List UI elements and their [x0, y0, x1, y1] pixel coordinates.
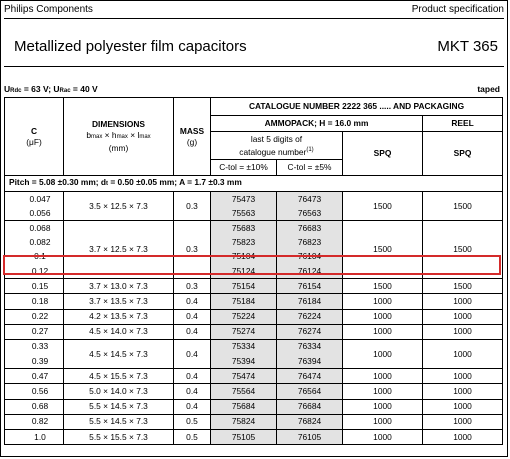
dimensions-cell: 3.7 × 12.5 × 7.3 [64, 221, 174, 279]
catalogue-5pct-cell: 76473 [277, 192, 343, 207]
table-row [5, 294, 503, 309]
dimensions-cell: 3.7 × 13.0 × 7.3 [64, 279, 174, 294]
catalogue-5pct-cell: 76823 [277, 236, 343, 250]
capacitance-cell: 0.33 [5, 339, 64, 354]
reel-spq-header: SPQ [423, 132, 503, 176]
catalogue-10pct-cell: 75104 [211, 250, 277, 264]
dimensions-cell: 5.0 × 14.0 × 7.3 [64, 384, 174, 399]
table-row [5, 279, 503, 294]
catalogue-10pct-cell: 75184 [211, 294, 277, 309]
reel-spq-cell: 1000 [423, 324, 503, 339]
catalogue-5pct-cell: 76224 [277, 309, 343, 324]
capacitance-cell: 1.0 [5, 430, 64, 445]
catalogue-10pct-cell: 75563 [211, 206, 277, 221]
spq-cell: 1000 [343, 369, 423, 384]
mass-cell: 0.4 [174, 309, 211, 324]
spq-header: SPQ [343, 132, 423, 176]
catalogue-10pct-cell: 75473 [211, 192, 277, 207]
catalogue-5pct-cell: 76104 [277, 250, 343, 264]
mass-cell: 0.4 [174, 369, 211, 384]
catalogue-10pct-cell: 75274 [211, 324, 277, 339]
dimensions-cell: 4.5 × 14.0 × 7.3 [64, 324, 174, 339]
capacitance-cell: 0.056 [5, 206, 64, 221]
catalogue-10pct-cell: 75823 [211, 236, 277, 250]
catalogue-5pct-cell: 76334 [277, 339, 343, 354]
catalogue-5pct-cell: 76684 [277, 399, 343, 414]
title-divider [4, 66, 504, 67]
reel-spq-cell: 1500 [423, 192, 503, 221]
catalogue-10pct-cell: 75154 [211, 279, 277, 294]
catalogue-5pct-cell: 76564 [277, 384, 343, 399]
table-row [5, 192, 503, 207]
capacitance-cell: 0.56 [5, 384, 64, 399]
catalogue-5pct-cell: 76474 [277, 369, 343, 384]
catalogue-5pct-cell: 76394 [277, 354, 343, 369]
dimensions-cell: 5.5 × 14.5 × 7.3 [64, 399, 174, 414]
spq-cell: 1000 [343, 430, 423, 445]
table-row [5, 399, 503, 414]
document-title: Metallized polyester film capacitors [14, 38, 247, 55]
spq-cell: 1000 [343, 339, 423, 368]
capacitance-cell: 0.22 [5, 309, 64, 324]
ctol5-header: C-tol = ±5% [277, 160, 343, 176]
table-row [5, 309, 503, 324]
catalogue-10pct-cell: 75124 [211, 264, 277, 279]
table-body [5, 176, 503, 445]
ammopack-header: AMMOPACK; H = 16.0 mm [211, 116, 423, 132]
mass-cell: 0.3 [174, 221, 211, 279]
header-divider [4, 18, 504, 19]
reel-spq-cell: 1000 [423, 399, 503, 414]
table-row [5, 324, 503, 339]
spq-cell: 1000 [343, 414, 423, 429]
spq-cell: 1000 [343, 324, 423, 339]
spq-cell: 1500 [343, 192, 423, 221]
capacitance-cell: 0.047 [5, 192, 64, 207]
spq-cell: 1000 [343, 399, 423, 414]
table-row [5, 384, 503, 399]
catalogue-10pct-cell: 75684 [211, 399, 277, 414]
catalogue-10pct-cell: 75683 [211, 221, 277, 236]
spq-cell: 1000 [343, 309, 423, 324]
reel-spq-cell: 1000 [423, 369, 503, 384]
catalogue-5pct-cell: 76824 [277, 414, 343, 429]
dimensions-cell: 4.2 × 13.5 × 7.3 [64, 309, 174, 324]
dimensions-cell: 5.5 × 15.5 × 7.3 [64, 430, 174, 445]
table-row [5, 221, 503, 236]
catalogue-header: CATALOGUE NUMBER 2222 365 ..... AND PACKAGING [211, 98, 503, 116]
spq-cell: 1500 [343, 279, 423, 294]
spq-cell: 1000 [343, 384, 423, 399]
reel-header: REEL [423, 116, 503, 132]
pitch-info: Pitch = 5.08 ±0.30 mm; dt = 0.50 ±0.05 mm; A = 1.7 ±0.3 mm [5, 176, 503, 192]
page-header [4, 4, 504, 18]
catalogue-5pct-cell: 76154 [277, 279, 343, 294]
col-capacitance: C (μF) [5, 98, 64, 176]
mass-cell: 0.5 [174, 414, 211, 429]
col-dimensions: DIMENSIONS bmax × hmax × lmax (mm) [64, 98, 174, 176]
reel-spq-cell: 1000 [423, 384, 503, 399]
catalogue-5pct-cell: 76274 [277, 324, 343, 339]
capacitance-cell: 0.18 [5, 294, 64, 309]
capacitance-cell: 0.082 [5, 236, 64, 250]
voltage-rating: URdc = 63 V; URac = 40 V [4, 84, 98, 94]
capacitance-cell: 0.82 [5, 414, 64, 429]
dimensions-cell: 3.5 × 12.5 × 7.3 [64, 192, 174, 221]
catalogue-5pct-cell: 76563 [277, 206, 343, 221]
dimensions-cell: 4.5 × 15.5 × 7.3 [64, 369, 174, 384]
model-number: MKT 365 [437, 38, 498, 55]
capacitance-cell: 0.12 [5, 264, 64, 279]
capacitance-cell: 0.68 [5, 399, 64, 414]
doc-type: Product specification [411, 4, 504, 15]
table-row [5, 339, 503, 354]
dimensions-cell: 4.5 × 14.5 × 7.3 [64, 339, 174, 368]
catalogue-10pct-cell: 75564 [211, 384, 277, 399]
company-name: Philips Components [4, 4, 93, 15]
mass-cell: 0.4 [174, 384, 211, 399]
capacitance-cell: 0.27 [5, 324, 64, 339]
catalogue-10pct-cell: 75334 [211, 339, 277, 354]
ctol10-header: C-tol = ±10% [211, 160, 277, 176]
catalogue-table [4, 97, 503, 445]
catalogue-5pct-cell: 76683 [277, 221, 343, 236]
reel-spq-cell: 1000 [423, 294, 503, 309]
capacitance-cell: 0.15 [5, 279, 64, 294]
dimensions-cell: 3.7 × 13.5 × 7.3 [64, 294, 174, 309]
col-mass: MASS (g) [174, 98, 211, 176]
table-row [5, 414, 503, 429]
dimensions-cell: 5.5 × 14.5 × 7.3 [64, 414, 174, 429]
catalogue-10pct-cell: 75394 [211, 354, 277, 369]
table-row [5, 369, 503, 384]
reel-spq-cell: 1000 [423, 339, 503, 368]
mass-cell: 0.4 [174, 294, 211, 309]
catalogue-10pct-cell: 75105 [211, 430, 277, 445]
capacitance-cell: 0.068 [5, 221, 64, 236]
reel-spq-cell: 1000 [423, 309, 503, 324]
reel-spq-cell: 1000 [423, 414, 503, 429]
last5-header: last 5 digits of catalogue number$^{(1)}$ [211, 132, 343, 160]
catalogue-10pct-cell: 75224 [211, 309, 277, 324]
mass-cell: 0.3 [174, 279, 211, 294]
capacitance-cell: 0.1 [5, 250, 64, 264]
catalogue-5pct-cell: 76124 [277, 264, 343, 279]
mass-cell: 0.5 [174, 430, 211, 445]
reel-spq-cell: 1000 [423, 430, 503, 445]
capacitance-cell: 0.47 [5, 369, 64, 384]
mass-cell: 0.4 [174, 324, 211, 339]
table-row [5, 430, 503, 445]
pitch-row [5, 176, 503, 192]
reel-spq-cell: 1500 [423, 221, 503, 279]
mass-cell: 0.4 [174, 399, 211, 414]
spq-cell: 1000 [343, 294, 423, 309]
catalogue-5pct-cell: 76184 [277, 294, 343, 309]
taped-label: taped [477, 84, 500, 94]
capacitance-cell: 0.39 [5, 354, 64, 369]
reel-spq-cell: 1500 [423, 279, 503, 294]
mass-cell: 0.3 [174, 192, 211, 221]
catalogue-5pct-cell: 76105 [277, 430, 343, 445]
mass-cell: 0.4 [174, 339, 211, 368]
spq-cell: 1500 [343, 221, 423, 279]
catalogue-10pct-cell: 75474 [211, 369, 277, 384]
catalogue-10pct-cell: 75824 [211, 414, 277, 429]
